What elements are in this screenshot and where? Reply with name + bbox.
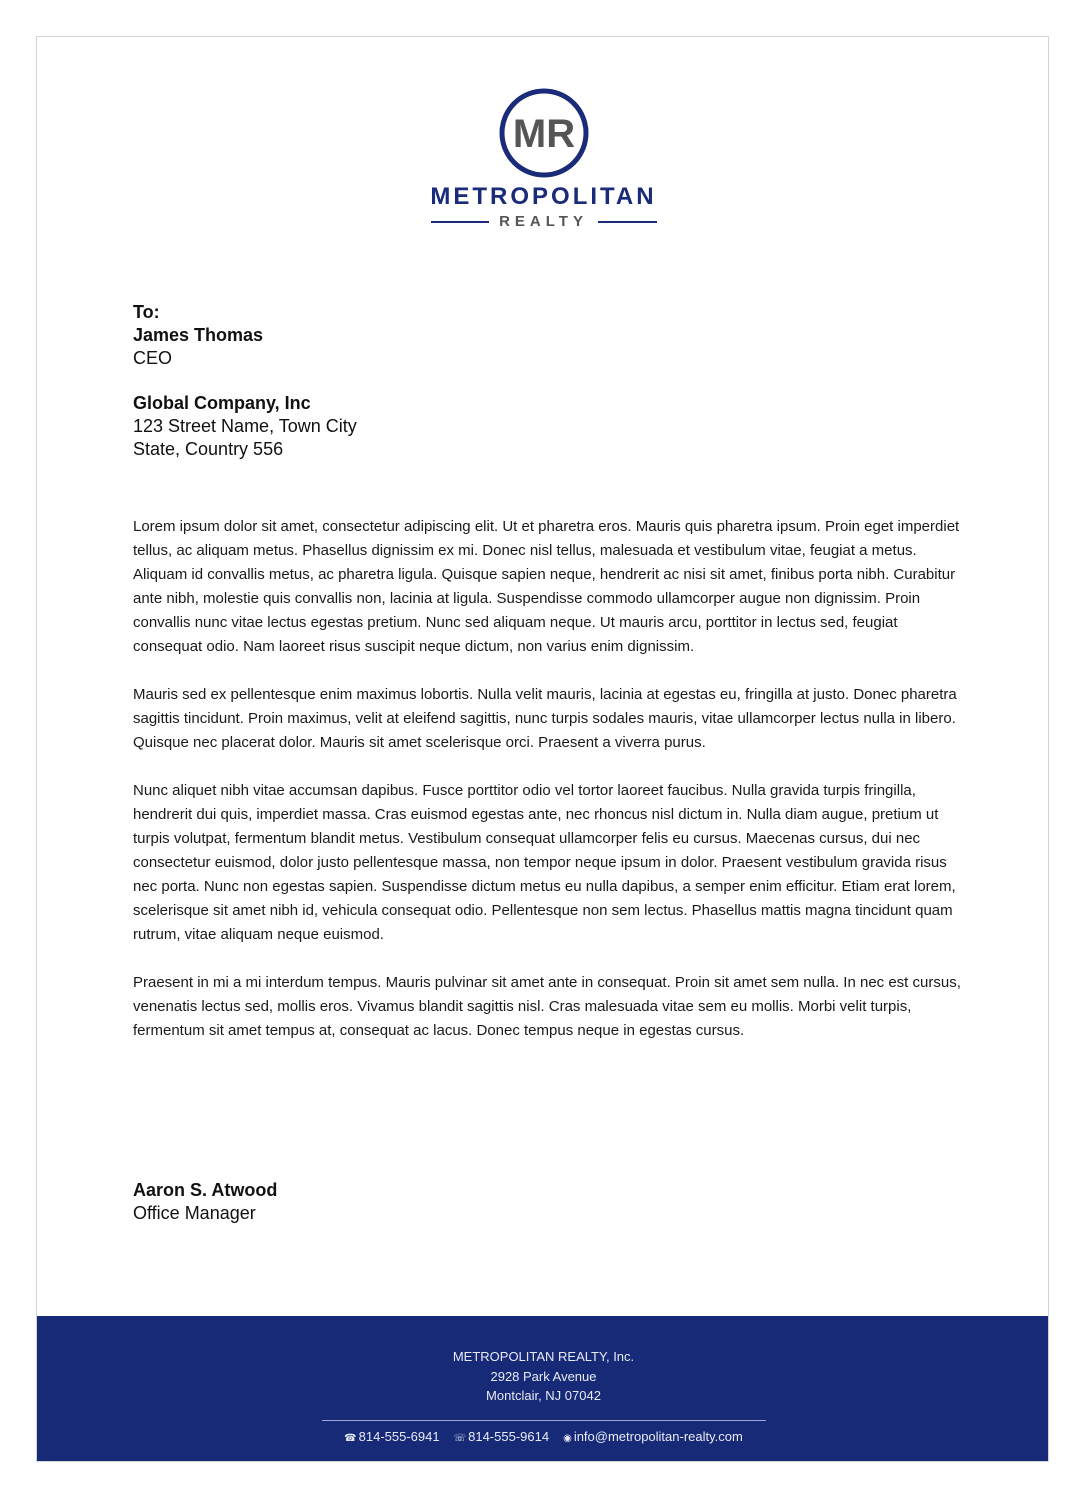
subtitle-rule-left [431, 221, 490, 223]
body-paragraph: Praesent in mi a mi interdum tempus. Mauris pulvinar sit amet ante in consequat. Proin sit amet sem nulla. In nec est cursus, venenatis lectus sed, mollis eros. Vivamus blandit sagittis nisl. Cras malesuada vitae sem eu mollis. Morbi velit turpis, fermentum sit amet tempus at, consequat ac lacus. Donec tempus neque in egestas cursus. [133, 974, 961, 1039]
footer-street: 2928 Park Avenue [490, 1368, 597, 1384]
recipient-title: CEO [133, 348, 173, 368]
footer-email [563, 1429, 743, 1444]
footer-phone2 [454, 1429, 549, 1444]
monogram-text: MR [512, 112, 575, 156]
signature-block [133, 1179, 277, 1225]
footer-phone1 [344, 1429, 439, 1444]
subtitle-rule-right [598, 221, 657, 223]
phone1-text: 814-555-6941 [358, 1428, 440, 1444]
letter-body [133, 515, 963, 1067]
company-logo [37, 87, 1049, 230]
footer-company: METROPOLITAN REALTY, Inc. [452, 1349, 635, 1364]
phone-icon: ☎ [344, 1432, 357, 1444]
brand-name: METROPOLITAN [430, 183, 657, 210]
body-paragraph: Lorem ipsum dolor sit amet, consectetur adipiscing elit. Ut et pharetra eros. Mauris quis pharetra ipsum. Proin eget imperdiet tellus, ac aliquam metus. Phasellus dignissim ex mi. Donec nisl tellus, malesuada et vestibulum vitae, feugiat a metus. Aliquam id convallis metus, ac pharetra ligula. Quisque sapien neque, hendrerit ac nisi sit amet, finibus porta nibh. Curabitur ante nibh, molestie quis convallis non, lacinia at ligula. Suspendisse commodo ullamcorper augue non dignissim. Proin convallis nunc vitae lectus egestas pretium. Nunc sed aliquam neque. Ut mauris arcu, porttitor in lectus sed, feugiat consequat odio. Nam laoreet risus suscipit neque dictum, non varius enim dignissim. [133, 518, 960, 655]
phone2-text: 814-555-9614 [468, 1428, 550, 1444]
footer-city: Montclair, NJ 07042 [486, 1388, 601, 1403]
brand-subtitle-row [431, 213, 657, 230]
mobile-phone-icon: ☏ [453, 1432, 467, 1444]
recipient-name: James Thomas [133, 325, 264, 345]
email-icon: ◉ [563, 1432, 572, 1444]
to-label: To: [133, 302, 160, 322]
brand-subtitle: REALTY [499, 213, 588, 230]
recipient-address-line2: State, Country 556 [133, 439, 284, 459]
footer-contacts [37, 1429, 1049, 1444]
signer-title: Office Manager [133, 1203, 256, 1223]
spacer [133, 370, 357, 392]
footer-address [37, 1347, 1049, 1406]
footer-divider [322, 1420, 766, 1421]
footer [37, 1316, 1049, 1462]
letterhead-page [36, 36, 1049, 1462]
body-paragraph: Mauris sed ex pellentesque enim maximus lobortis. Nulla velit mauris, lacinia at egestas eu, fringilla at justo. Donec pharetra sagittis tincidunt. Proin maximus, velit at eleifend sagittis, nunc turpis sodales mauris, vitae ullamcorper lectus nulla in libero. Quisque nec placerat dolor. Mauris sit amet scelerisque orci. Praesent a viverra purus. [133, 686, 957, 751]
signer-name: Aaron S. Atwood [133, 1180, 278, 1200]
body-paragraph: Nunc aliquet nibh vitae accumsan dapibus. Fusce porttitor odio vel tortor laoreet faucibus. Nulla gravida turpis fringilla, hendrerit dui quis, imperdiet massa. Cras euismod egestas ante, nec rhoncus nisl dictum in. Nulla diam augue, pretium ut turpis volutpat, fermentum blandit metus. Vestibulum consequat ullamcorper felis eu cursus. Maecenas cursus, dui nec consectetur euismod, dolor justo pellentesque massa, non tempor neque ipsum in dolor. Praesent vestibulum gravida risus nec porta. Nunc non egestas sapien. Suspendisse dictum metus eu nulla dapibus, a semper enim efficitur. Etiam erat lorem, scelerisque sit amet nibh id, vehicula consequat odio. Pellentesque non sem lectus. Phasellus mattis magna tincidunt quam rutrum, vitae aliquam neque euismod. [133, 782, 956, 943]
email-text: info@metropolitan-realty.com [573, 1428, 743, 1444]
recipient-address-line1: 123 Street Name, Town City [133, 416, 357, 436]
monogram-circle-icon [498, 87, 590, 179]
recipient-block [133, 301, 357, 461]
recipient-company: Global Company, Inc [133, 393, 311, 413]
